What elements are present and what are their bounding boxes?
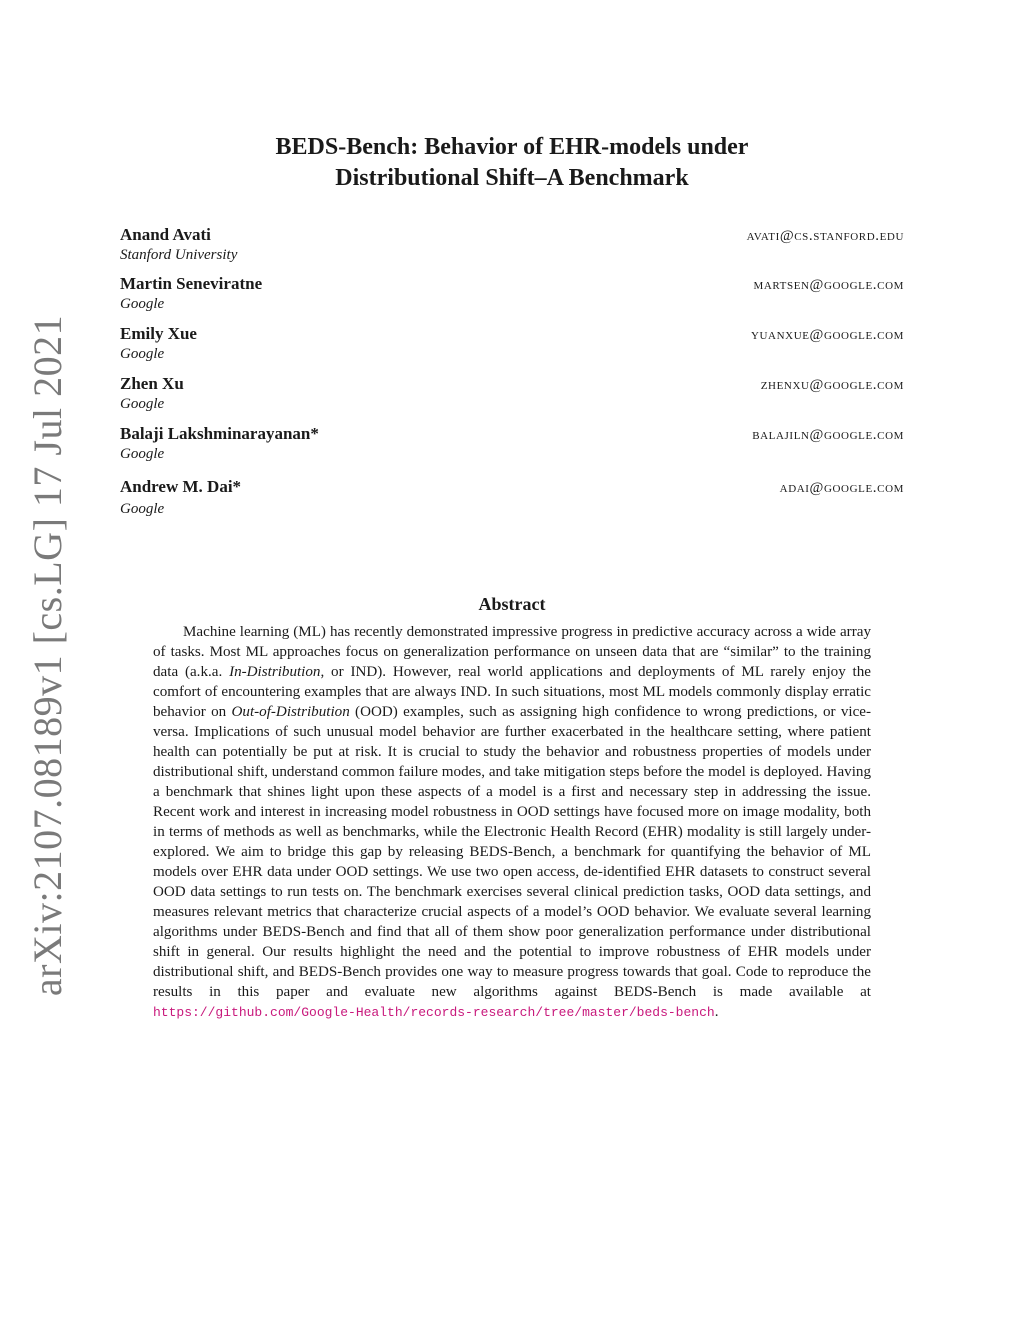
author-email[interactable]: avati@cs.stanford.edu — [746, 228, 904, 244]
author-name: Emily Xue — [120, 324, 197, 343]
author-affiliation: Google — [120, 446, 165, 462]
author-affiliation: Google — [120, 296, 165, 312]
author-name: Zhen Xu — [120, 374, 184, 393]
author-name: Andrew M. Dai* — [120, 477, 242, 496]
author-affiliation: Google — [120, 346, 165, 362]
abstract-heading: Abstract — [478, 594, 546, 614]
abstract-ind-term: In-Distribution — [229, 664, 321, 680]
title-line-2: Distributional Shift–A Benchmark — [335, 165, 689, 191]
author-block — [120, 274, 904, 318]
author-email[interactable]: martsen@google.com — [753, 277, 904, 293]
author-email[interactable]: yuanxue@google.com — [750, 327, 904, 343]
abstract-text: , or IND). However, real world applications and deployments of ML rarely enjoy the comfort of encountering examples that are always IND. In such situations, most ML models commonly display erratic behavior on — [153, 664, 871, 720]
abstract-text: Machine learning (ML) has recently demonstrated impressive progress in predictive accuracy across a wide array of tasks. Most ML approaches focus on generalization performance on unseen data that are “similar” to the training data (a.k.a. — [153, 624, 871, 680]
author-block — [120, 374, 904, 418]
abstract-ood-term: Out-of-Distribution — [231, 704, 350, 720]
author-affiliation: Google — [120, 501, 165, 517]
abstract-body — [153, 622, 871, 1023]
author-affiliation: Stanford University — [120, 247, 238, 263]
author-block — [120, 225, 904, 269]
author-block — [120, 424, 904, 468]
author-name: Martin Seneviratne — [120, 274, 263, 293]
author-name: Anand Avati — [120, 225, 211, 244]
arxiv-identifier-stamp — [18, 314, 78, 996]
author-email[interactable]: zhenxu@google.com — [760, 377, 904, 393]
author-email[interactable]: balajiln@google.com — [752, 427, 904, 443]
paper-title — [120, 132, 904, 194]
arxiv-identifier-text: arXiv:2107.08189v1 [cs.LG] 17 Jul 2021 — [25, 314, 71, 996]
author-name: Balaji Lakshminarayanan* — [120, 424, 319, 443]
code-repository-link[interactable]: https://github.com/Google-Health/records-research/tree/master/beds-bench — [153, 1005, 715, 1020]
author-block — [120, 324, 904, 368]
abstract-text: (OOD) examples, such as assigning high confidence to wrong predictions, or vice-versa. Implications of such unusual model behavior are further exacerbated in the healthcare setting, where patient health can potentially be put at risk. It is crucial to study the behavior and robustness properties of models under distributional shift, understand common failure modes, and take mitigation steps before the model is deployed. Having a benchmark that shines light upon these aspects of a model is a first and necessary step in addressing the issue. Recent work and interest in increasing model robustness in OOD settings have focused more on image modality, both in terms of methods as well as benchmarks, while the Electronic Health Record (EHR) modality is still largely under-explored. We aim to bridge this gap by releasing BEDS-Bench, a benchmark for quantifying the behavior of ML models over EHR data under OOD settings. We use two open access, de-identified EHR datasets to construct several OOD data settings to run tests on. The benchmark exercises several clinical prediction tasks, OOD data settings, and measures relevant metrics that characterize crucial aspects of a model’s OOD behavior. We evaluate several learning algorithms under BEDS-Bench and find that all of them show poor generalization performance under distributional shift in general. Our results highlight the need and the potential to improve robustness of EHR models under distributional shift, and BEDS-Bench provides one way to measure progress towards that goal. Code to reproduce the results in this paper and evaluate new algorithms against BEDS-Bench is made available at — [153, 704, 871, 1000]
author-block — [120, 477, 904, 521]
title-line-1: BEDS-Bench: Behavior of EHR-models under — [275, 134, 749, 160]
abstract-end: . — [714, 1004, 719, 1020]
author-email[interactable]: adai@google.com — [779, 480, 904, 496]
author-affiliation: Google — [120, 396, 165, 412]
